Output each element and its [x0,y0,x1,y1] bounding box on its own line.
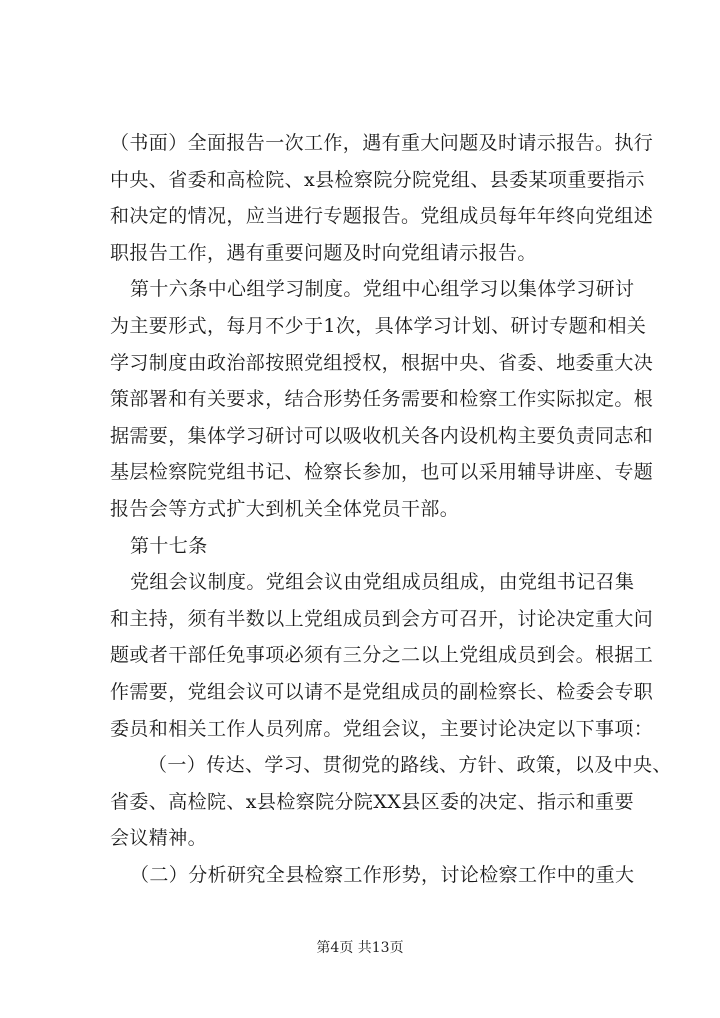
text-line: 据需要，集体学习研讨可以吸收机关各内设机构主要负责同志和 [110,424,654,447]
article-16-heading-line: 第十六条中心组学习制度。党组中心组学习以集体学习研讨 [130,278,635,301]
text-line: 和决定的情况，应当进行专题报告。党组成员每年年终向党组述 [110,205,654,228]
text-line: 作需要，党组会议可以请不是党组成员的副检察长、检委会专职 [110,680,654,703]
page-number-footer: 第4页 共13页 [316,940,404,956]
list-item-1-line: （一）传达、学习、贯彻党的路线、方针、政策，以及中央、 [148,754,672,777]
list-item-2-line: （二）分析研究全县检察工作形势，讨论检察工作中的重大 [130,863,635,886]
article-17-heading: 第十七条 [130,534,208,557]
text-line: 党组会议制度。党组会议由党组成员组成，由党组书记召集 [130,571,635,594]
text-line: 报告会等方式扩大到机关全体党员干部。 [110,497,460,520]
text-line: 学习制度由政治部按照党组授权，根据中央、省委、地委重大决 [110,351,654,374]
text-line: 基层检察院党组书记、检察长参加，也可以采用辅导讲座、专题 [110,461,654,484]
document-body [110,125,672,893]
text-line: 策部署和有关要求，结合形势任务需要和检察工作实际拟定。根 [110,388,654,411]
text-line: （书面）全面报告一次工作，遇有重大问题及时请示报告。执行 [110,132,654,154]
text-line: 和主持，须有半数以上党组成员到会方可召开，讨论决定重大问 [110,607,654,630]
text-line: 中央、省委和高检院、x县检察院分院党组、县委某项重要指示 [110,168,645,191]
text-line: 省委、高检院、x县检察院分院XX县区委的决定、指示和重要 [110,790,634,813]
text-line: 委员和相关工作人员列席。党组会议，主要讨论决定以下事项： [110,717,654,740]
text-line: 题或者干部任免事项必须有三分之二以上党组成员到会。根据工 [110,644,654,667]
text-line: 为主要形式，每月不少于1次，具体学习计划、研讨专题和相关 [110,314,647,337]
text-line: 职报告工作，遇有重要问题及时向党组请示报告。 [110,241,537,264]
text-line: 会议精神。 [110,827,208,850]
